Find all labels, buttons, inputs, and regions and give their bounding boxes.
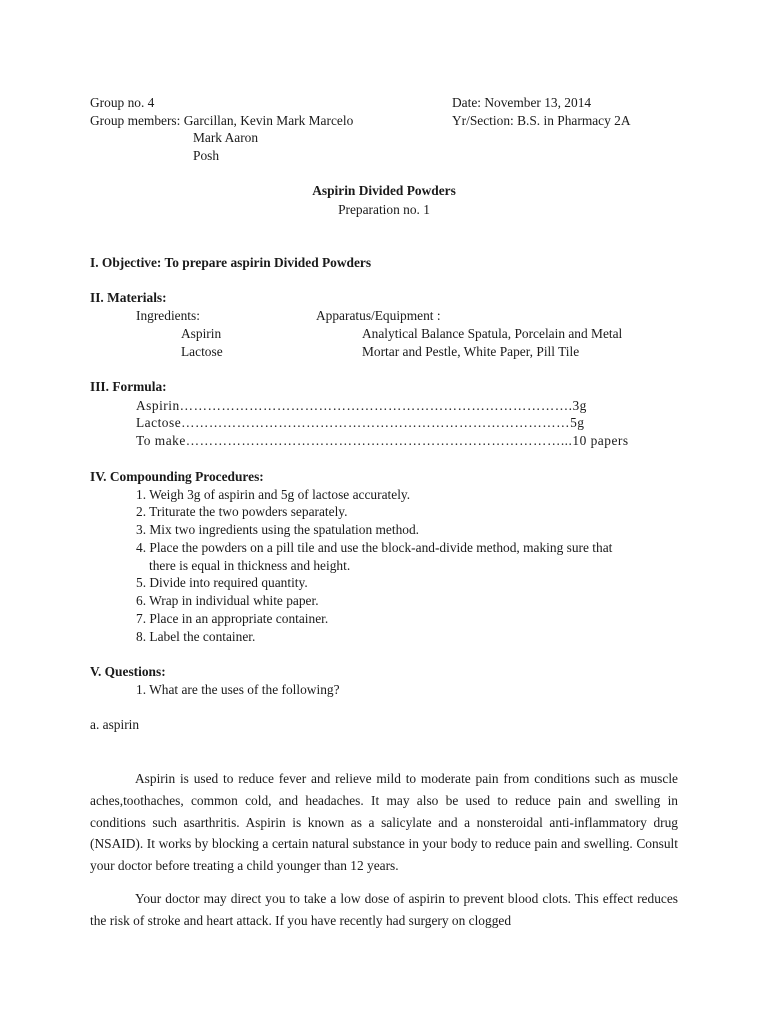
ingredients-label: Ingredients: xyxy=(136,308,200,323)
paragraph-text: Aspirin is used to reduce fever and relieve mild to moderate pain from conditions such as muscle aches,toothaches, common cold, and headaches. It may also be used to reduce pain and swelling in conditions such asarthritis. Aspirin is known as a salicylate and a nonsteroidal anti-inflammatory drug (NSAID). It works by blocking a certain natural substance in your body to reduce pain and swelling. Consult your doctor before treating a child younger than 12 years. xyxy=(90,771,678,874)
group-members: Group members: Garcillan, Kevin Mark Marcelo xyxy=(90,113,354,128)
ingredient-item: Aspirin xyxy=(181,326,222,341)
year-section: Yr/Section: B.S. in Pharmacy 2A xyxy=(452,113,631,128)
apparatus-label: Apparatus/Equipment : xyxy=(316,308,441,323)
answer-paragraph xyxy=(90,888,678,932)
document-subtitle: Preparation no. 1 xyxy=(338,202,430,217)
procedure-step-continued: there is equal in thickness and height. xyxy=(149,558,351,573)
procedure-step: 4. Place the powders on a pill tile and use the block-and-divide method, making sure that xyxy=(136,540,613,555)
procedure-step: 5. Divide into required quantity. xyxy=(136,575,308,590)
materials-heading: II. Materials: xyxy=(90,290,167,305)
formula-heading: III. Formula: xyxy=(90,379,167,394)
procedure-step: 2. Triturate the two powders separately. xyxy=(136,504,348,519)
procedure-step: 1. Weigh 3g of aspirin and 5g of lactose accurately. xyxy=(136,487,411,502)
member-name: Mark Aaron xyxy=(193,130,259,145)
group-number: Group no. 4 xyxy=(90,95,155,110)
procedure-step: 3. Mix two ingredients using the spatulation method. xyxy=(136,522,420,537)
ingredient-item: Lactose xyxy=(181,344,223,359)
document-title: Aspirin Divided Powders xyxy=(312,183,456,198)
procedures-heading: IV. Compounding Procedures: xyxy=(90,469,264,484)
answer-paragraph xyxy=(90,768,678,877)
apparatus-item: Mortar and Pestle, White Paper, Pill Tile xyxy=(362,344,580,359)
questions-heading: V. Questions: xyxy=(90,664,166,679)
procedure-step: 6. Wrap in individual white paper. xyxy=(136,593,319,608)
date: Date: November 13, 2014 xyxy=(452,95,592,110)
objective-heading: I. Objective: To prepare aspirin Divided Powders xyxy=(90,255,372,270)
formula-row: Aspirin………………………………………………………………………….3g xyxy=(136,398,587,413)
question-subitem: a. aspirin xyxy=(90,717,140,732)
formula-row: To make………………………………………………………………………...10 papers xyxy=(136,433,629,448)
paragraph-text: Your doctor may direct you to take a low dose of aspirin to prevent blood clots. This effect reduces the risk of stroke and heart attack. If you have recently had surgery on clogged xyxy=(90,891,678,928)
member-name: Posh xyxy=(193,148,220,163)
question-item: 1. What are the uses of the following? xyxy=(136,682,340,697)
formula-row: Lactose…………………………………………………………………………5g xyxy=(136,415,585,430)
apparatus-item: Analytical Balance Spatula, Porcelain and Metal xyxy=(362,326,623,341)
procedure-step: 8. Label the container. xyxy=(136,629,256,644)
procedure-step: 7. Place in an appropriate container. xyxy=(136,611,329,626)
